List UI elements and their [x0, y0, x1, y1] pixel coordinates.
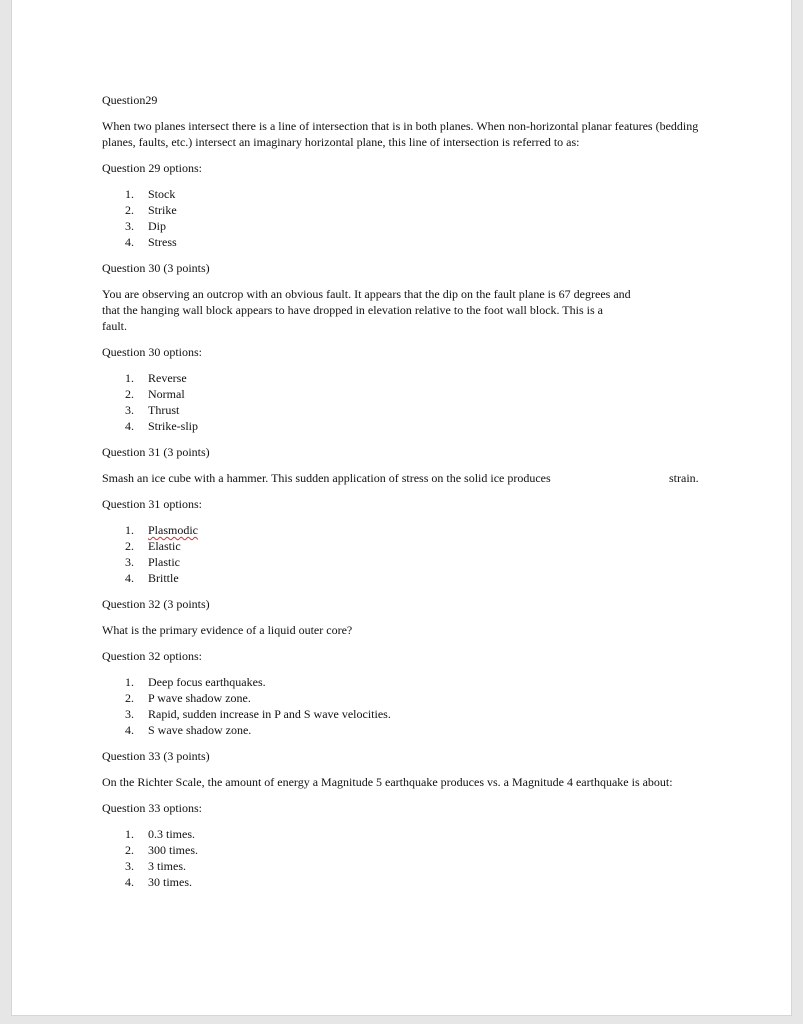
list-item — [102, 674, 702, 690]
question-31-heading: Question 31 (3 points) — [102, 445, 210, 459]
option-label: Strike — [148, 203, 177, 217]
option-number: 1. — [125, 371, 134, 385]
list-item — [102, 402, 702, 418]
question-29-text: When two planes intersect there is a line of intersection that is in both planes. When non-horizontal planar features (bedding planes, faults, etc.) intersect an imaginary horizontal plane, this line of intersection is referred to as: — [102, 119, 699, 149]
list-item — [102, 522, 702, 538]
list-item — [102, 570, 702, 586]
question-31-options — [102, 522, 702, 586]
option-label: Stress — [148, 235, 177, 249]
option-label: Thrust — [148, 403, 180, 417]
option-number: 2. — [125, 203, 134, 217]
list-item — [102, 186, 702, 202]
question-30-text: You are observing an outcrop with an obvious fault. It appears that the dip on the fault plane is 67 degrees and that the hanging wall block appears to have dropped in elevation relative to the foot wall block. This is a — [102, 287, 631, 317]
list-item — [102, 842, 702, 858]
question-32-options — [102, 674, 702, 738]
document-body — [102, 92, 702, 900]
option-number: 4. — [125, 875, 134, 889]
list-item — [102, 386, 702, 402]
option-number: 1. — [125, 187, 134, 201]
list-item — [102, 690, 702, 706]
list-item — [102, 706, 702, 722]
question-31-options-heading: Question 31 options: — [102, 497, 203, 511]
option-number: 3. — [125, 219, 134, 233]
option-number: 3. — [125, 403, 134, 417]
question-33-options-heading: Question 33 options: — [102, 801, 203, 815]
option-label: Deep focus earthquakes. — [148, 675, 266, 689]
question-30-text-end: fault. — [102, 319, 127, 333]
option-label: Rapid, sudden increase in P and S wave velocities. — [148, 707, 391, 721]
list-item — [102, 202, 702, 218]
option-label: P wave shadow zone. — [148, 691, 251, 705]
question-31-text-end: strain. — [669, 471, 699, 485]
option-label: S wave shadow zone. — [148, 723, 252, 737]
question-30-heading: Question 30 (3 points) — [102, 261, 210, 275]
option-number: 2. — [125, 539, 134, 553]
question-33-heading: Question 33 (3 points) — [102, 749, 210, 763]
question-30-options-heading: Question 30 options: — [102, 345, 203, 359]
question-33-options — [102, 826, 702, 890]
option-number: 1. — [125, 827, 134, 841]
list-item — [102, 370, 702, 386]
list-item — [102, 538, 702, 554]
option-label: 3 times. — [148, 859, 186, 873]
option-number: 4. — [125, 571, 134, 585]
option-number: 3. — [125, 859, 134, 873]
question-32-text: What is the primary evidence of a liquid outer core? — [102, 623, 353, 637]
option-number: 3. — [125, 707, 134, 721]
document-page — [11, 0, 792, 1016]
option-number: 2. — [125, 843, 134, 857]
option-number: 1. — [125, 523, 134, 537]
list-item — [102, 234, 702, 250]
list-item — [102, 858, 702, 874]
option-number: 4. — [125, 235, 134, 249]
option-label: 0.3 times. — [148, 827, 195, 841]
option-number: 3. — [125, 555, 134, 569]
question-29-options — [102, 186, 702, 250]
option-label: Reverse — [148, 371, 187, 385]
option-number: 2. — [125, 387, 134, 401]
option-label: Elastic — [148, 539, 181, 553]
list-item — [102, 218, 702, 234]
list-item — [102, 722, 702, 738]
question-32-heading: Question 32 (3 points) — [102, 597, 210, 611]
question-30-options — [102, 370, 702, 434]
option-number: 1. — [125, 675, 134, 689]
option-label: Dip — [148, 219, 166, 233]
question-30-body — [102, 286, 702, 334]
option-number: 4. — [125, 723, 134, 737]
list-item — [102, 418, 702, 434]
option-label: Strike-slip — [148, 419, 198, 433]
option-label: Stock — [148, 187, 176, 201]
list-item — [102, 826, 702, 842]
question-31-body — [102, 470, 702, 486]
question-32-options-heading: Question 32 options: — [102, 649, 203, 663]
option-label: Plastic — [148, 555, 180, 569]
question-33-text: On the Richter Scale, the amount of energy a Magnitude 5 earthquake produces vs. a Magnitude 4 earthquake is about: — [102, 775, 673, 789]
option-number: 2. — [125, 691, 134, 705]
list-item — [102, 874, 702, 890]
list-item — [102, 554, 702, 570]
option-label: 300 times. — [148, 843, 198, 857]
option-label: Plasmodic — [148, 523, 198, 537]
option-label: Normal — [148, 387, 185, 401]
option-label: 30 times. — [148, 875, 192, 889]
question-29-heading: Question29 — [102, 93, 158, 107]
option-number: 4. — [125, 419, 134, 433]
question-31-text: Smash an ice cube with a hammer. This sudden application of stress on the solid ice produces — [102, 471, 551, 485]
option-label: Brittle — [148, 571, 179, 585]
question-29-options-heading: Question 29 options: — [102, 161, 203, 175]
